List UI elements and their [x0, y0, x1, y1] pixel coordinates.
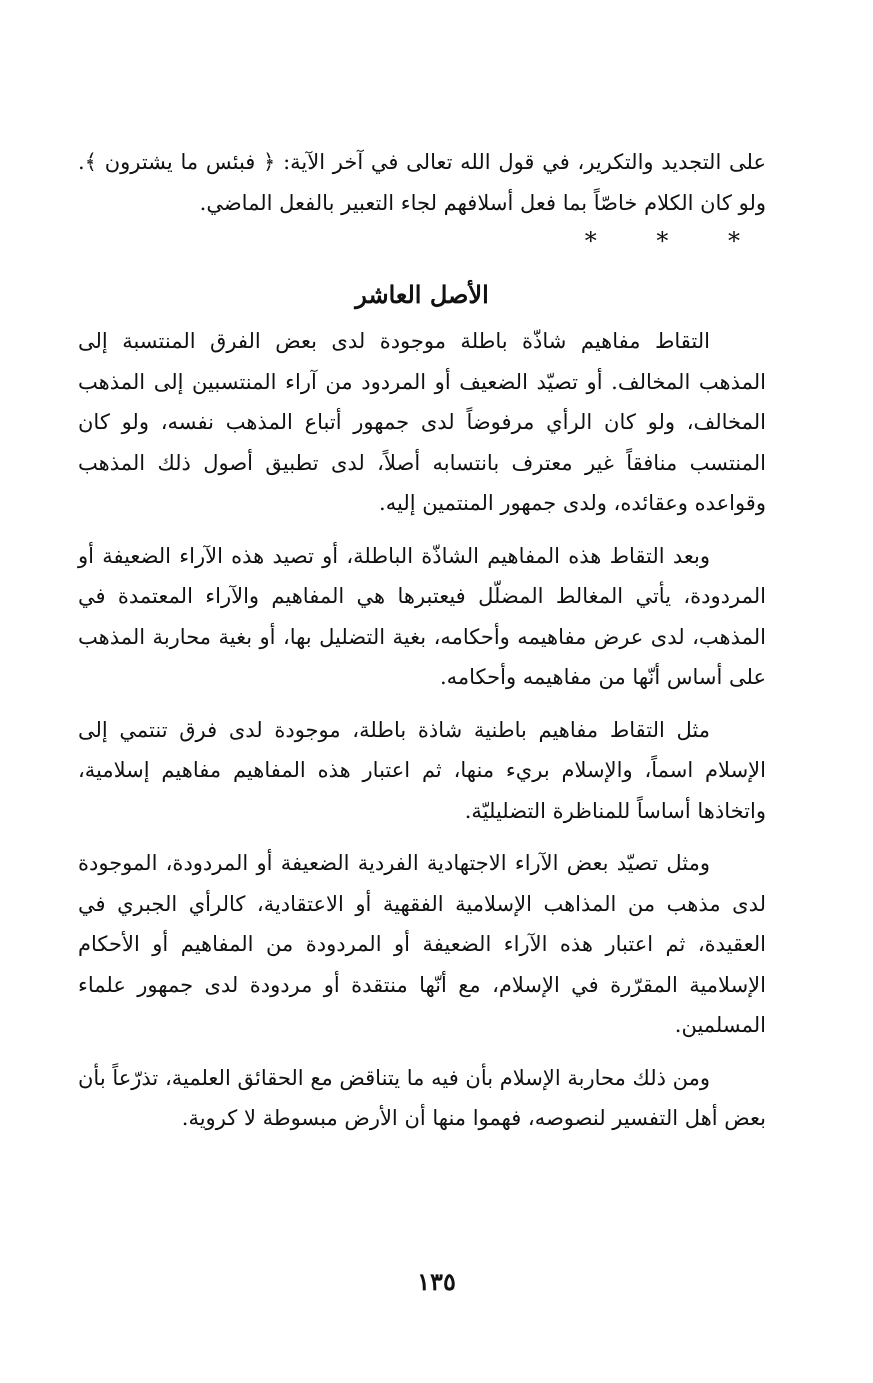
paragraph: ومن ذلك محاربة الإسلام بأن فيه ما يتناقض مع الحقائق العلمية، تذرّعاً بأن بعض أهل التفسير لنصوصه، فهموا منها أن الأرض مبسوطة لا كروية. — [78, 1065, 766, 1130]
paragraph: ومثل تصيّد بعض الآراء الاجتهادية الفردية الضعيفة أو المردودة، الموجودة لدى مذهب من المذاهب الإسلامية الفقهية أو الاعتقادية، كالرأي الجبري في العقيدة، ثم اعتبار هذه الآراء الضعيفة أو المردودة من المفاهيم أو الأحكام الإسلامية المقرّرة في الإسلام، مع أنّها منتقدة أو مردودة لدى جمهور علماء المسلمين. — [78, 851, 766, 1037]
intro-paragraph: على التجديد والتكرير، في قول الله تعالى في آخر الآية: ﴿ فبئس ما يشترون ﴾. ولو كان الكلام خاصّاً بما فعل أسلافهم لجاء التعبير بالفعل الماضي. — [78, 150, 766, 215]
page-body — [78, 142, 766, 1151]
paragraph: التقاط مفاهيم شاذّة باطلة موجودة لدى بعض الفرق المنتسبة إلى المذهب المخالف. أو تصيّد الضعيف أو المردود من آراء المنتسبين إلى المذهب المخالف، ولو كان الرأي مرفوضاً لدى جمهور أتباع المذهب نفسه، ولو كان المنتسب منافقاً غير معترف بانتسابه أصلاً، لدى تطبيق أصول ذلك المذهب وقواعده وعقائده، ولدى جمهور المنتمين إليه. — [78, 329, 766, 515]
paragraph: مثل التقاط مفاهيم باطنية شاذة باطلة، موجودة لدى فرق تنتمي إلى الإسلام اسماً، والإسلام بريء منها، ثم اعتبار هذه المفاهيم مفاهيم إسلامية، واتخاذها أساساً للمناظرة التضليليّة. — [78, 717, 766, 823]
section-separator: * * * — [584, 227, 766, 255]
paragraph: وبعد التقاط هذه المفاهيم الشاذّة الباطلة، أو تصيد هذه الآراء الضعيفة أو المردودة، يأتي المغالط المضلّل فيعتبرها هي المفاهيم والآراء المعتمدة في المذهب، لدى عرض مفاهيمه وأحكامه، بغية التضليل بها، أو بغية محاربة المذهب على أساس أنّها من مفاهيمه وأحكامه. — [78, 543, 766, 689]
page-number: ١٣٥ — [417, 1267, 456, 1296]
section-heading: الأصل العاشر — [355, 280, 489, 309]
